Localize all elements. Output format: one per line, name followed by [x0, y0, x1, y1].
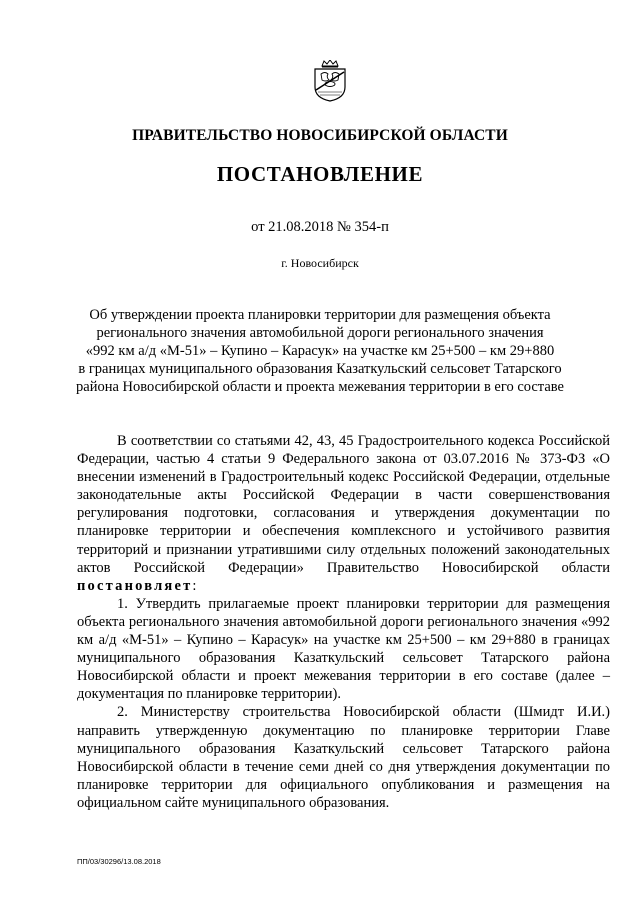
subject-line: района Новосибирской области и проекта межевания территории в его составе: [76, 379, 564, 395]
decree-word: постановляет: [77, 577, 193, 594]
document-type: ПОСТАНОВЛЕНИЕ: [216, 162, 424, 186]
item-1-paragraph: 1. Утвердить прилагаемые проект планировки территории для размещения объекта регионального значения автомобильной дороги регионального значения «992 км а/д «М-51» – Купино – Карасук» на участке км 25+500 – км 29+880 в границах муниципального образования Казаткульский сельсовет Татарского района Новосибирской области и проект межевания территории в его составе (далее – документация по планировке территории).: [77, 595, 610, 703]
coat-of-arms-icon: [313, 60, 347, 102]
subject-line: «992 км а/д «М-51» – Купино – Карасук» на участке км 25+500 – км 29+880: [85, 343, 555, 359]
subject-line: в границах муниципального образования Казаткульский сельсовет Татарского: [78, 361, 562, 377]
preamble-text: В соответствии со статьями 42, 43, 45 Градостроительного кодекса Российской Федерации, частью 4 статьи 9 Федерального закона от 03.07.2016 № 373-ФЗ «О внесении изменений в Градостроительный кодекс Российской Федерации, отдельные законодательные акты Российской Федерации в части совершенствования регулирования подготовки, согласования и утверждения документации по планировке территории и обеспечения комплексного и устойчивого развития территорий и признании утратившими силу отдельных положений законодательных актов Российской Федерации» Правительство Новосибирской области: [77, 433, 610, 576]
organization-title: ПРАВИТЕЛЬСТВО НОВОСИБИРСКОЙ ОБЛАСТИ: [132, 127, 508, 144]
document-date-number: от 21.08.2018 № 354-п: [251, 219, 389, 235]
document-subject: [66, 306, 574, 396]
subject-line: Об утверждении проекта планировки территории для размещения объекта: [89, 307, 551, 323]
document-code: ПП/03/30296/13.08.2018: [77, 857, 161, 866]
preamble-paragraph: В соответствии со статьями 42, 43, 45 Градостроительного кодекса Российской Федерации, частью 4 статьи 9 Федерального закона от 03.07.2016 № 373-ФЗ «О внесении изменений в Градостроительный кодекс Российской Федерации, отдельные законодательные акты Российской Федерации в части совершенствования регулирования подготовки, согласования и утверждения документации по планировке территории и обеспечения комплексного и устойчивого развития территорий и признании утратившими силу отдельных положений законодательных актов Российской Федерации» Правительство Новосибирской области постановляет:: [77, 433, 610, 594]
subject-line: регионального значения автомобильной дороги регионального значения: [96, 325, 544, 341]
city-name: г. Новосибирск: [281, 256, 359, 270]
document-body: [77, 432, 610, 812]
item-2-paragraph: 2. Министерству строительства Новосибирской области (Шмидт И.И.) направить утвержденную документацию по планировке территории Главе муниципального образования Казаткульский сельсовет Татарского района Новосибирской области в течение семи дней со дня утверждения документации по планировке территории для официального опубликования и размещения на официальном сайте муниципального образования.: [77, 704, 610, 811]
